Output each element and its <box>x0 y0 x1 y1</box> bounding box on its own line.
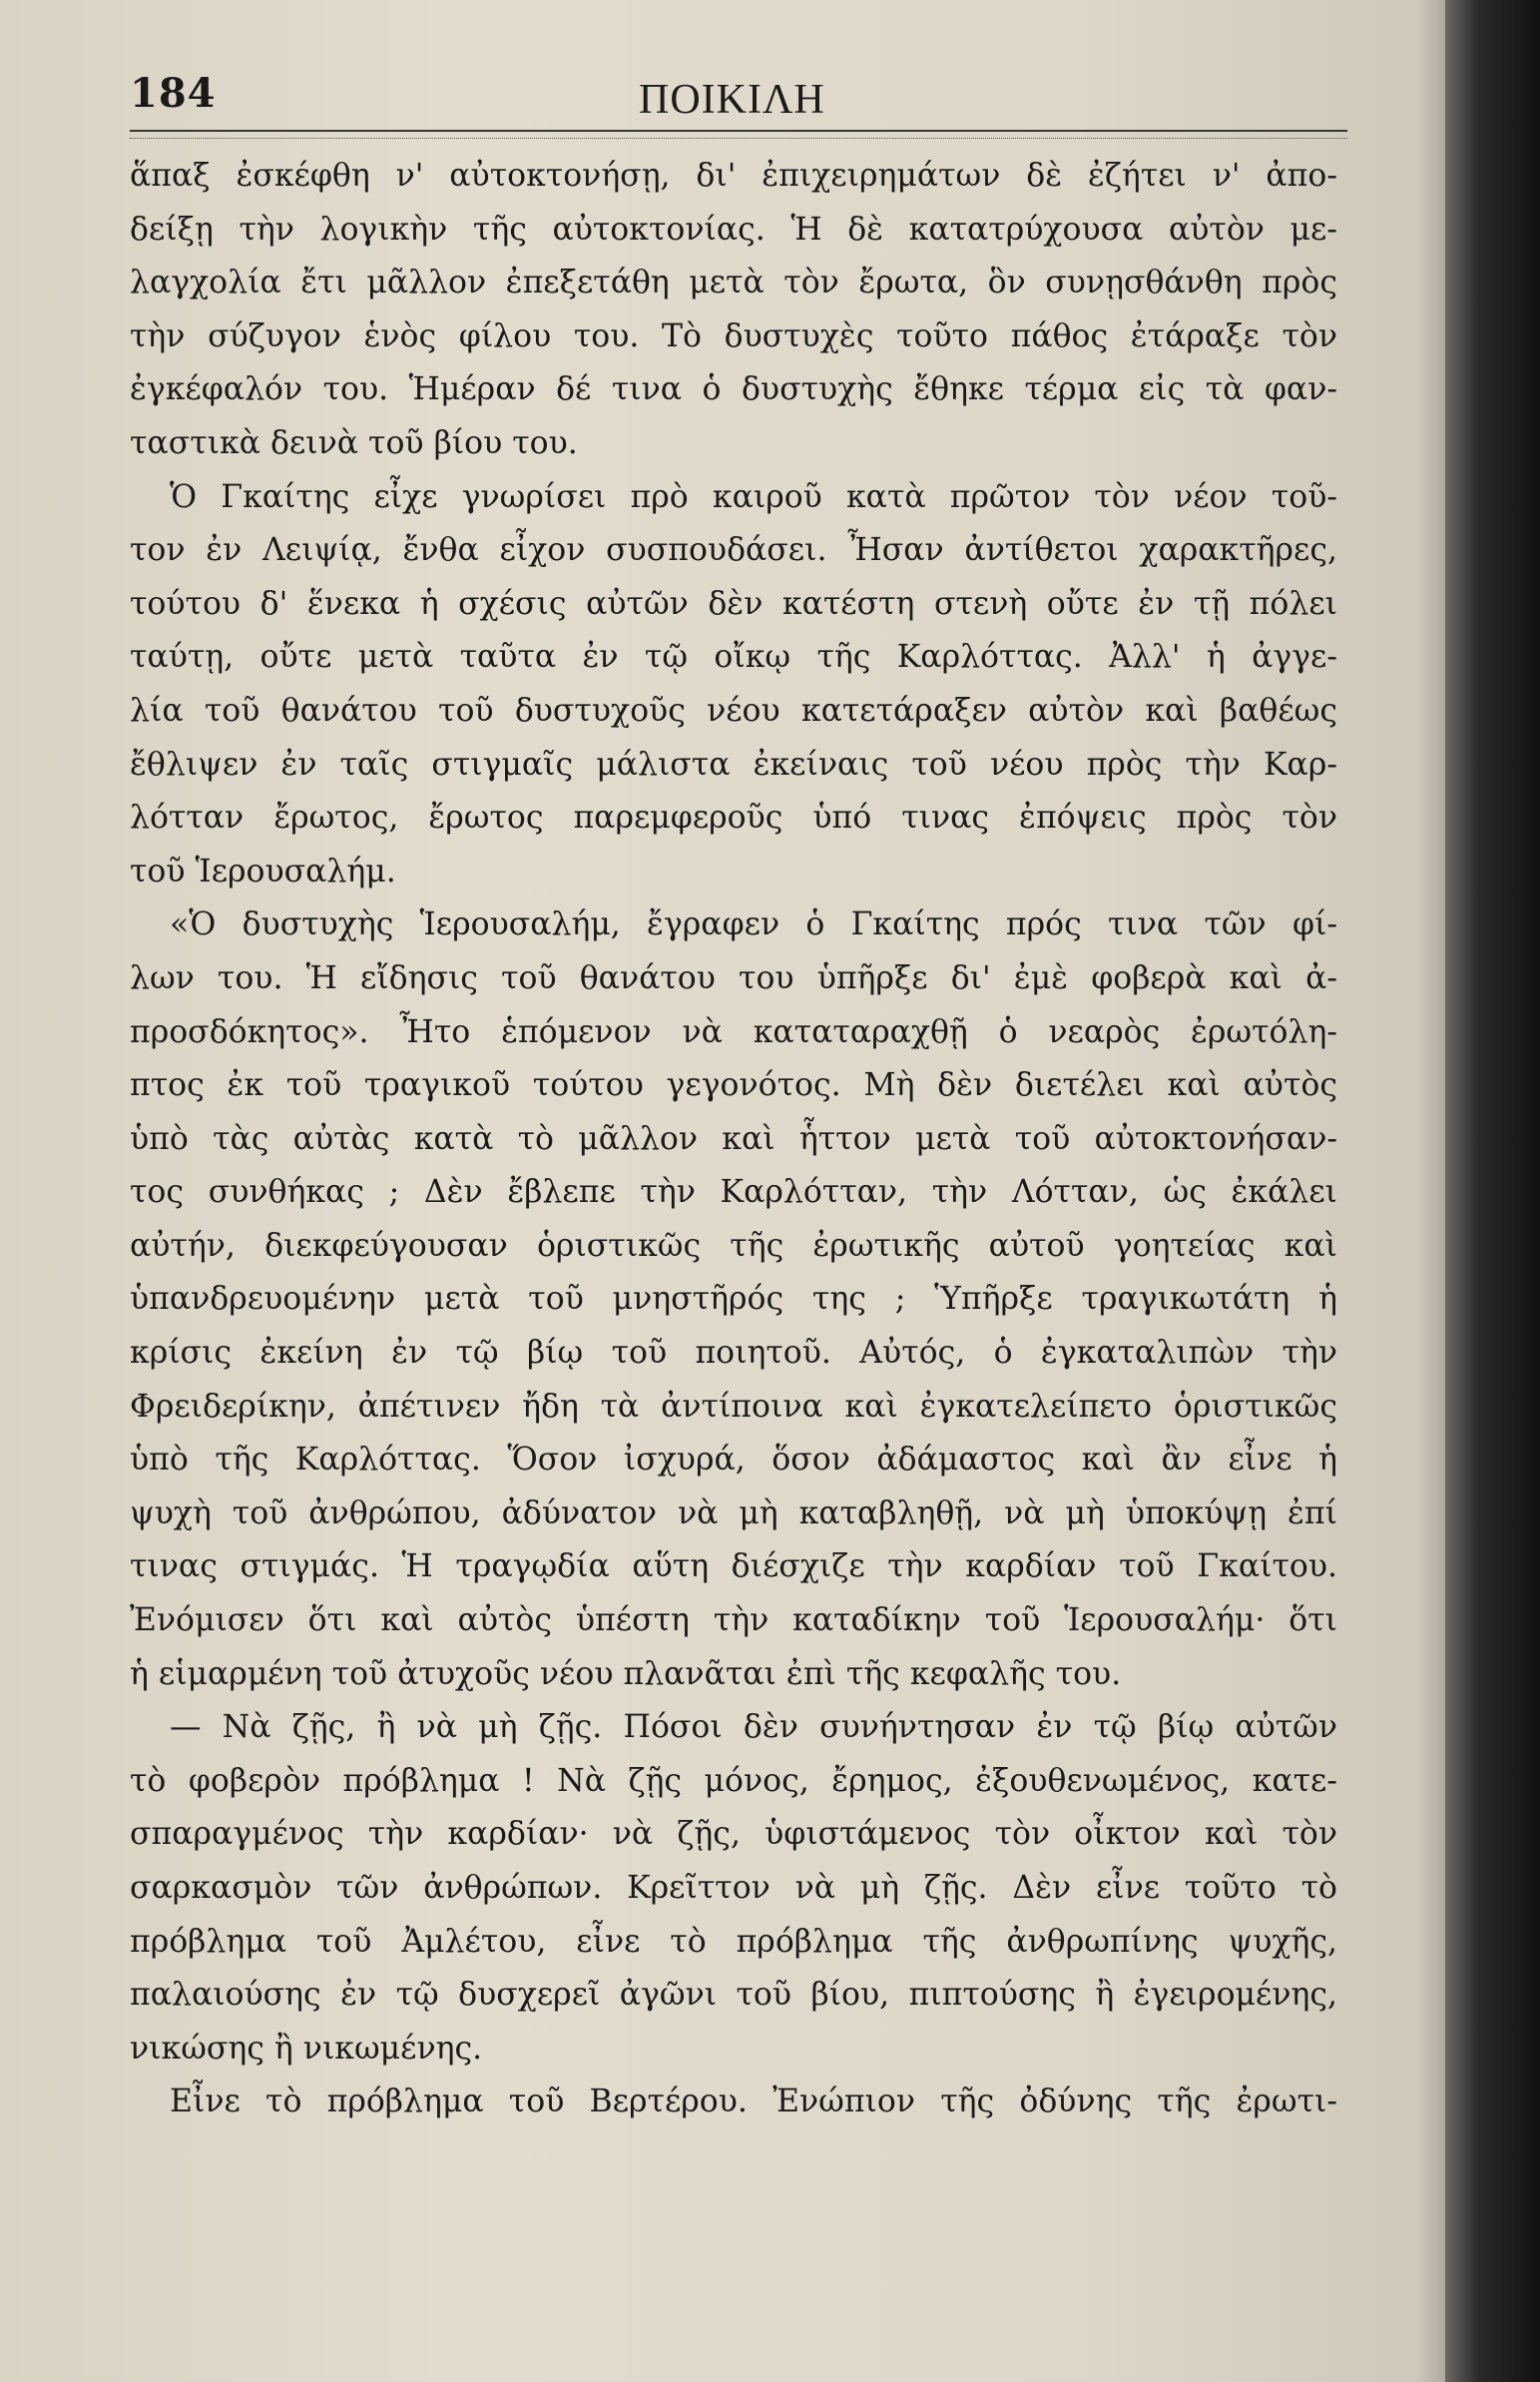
book-page <box>100 60 1352 2356</box>
text-line: τὸ φοβερὸν πρόβλημα ! Νὰ ζῇς μόνος, ἔρημος, ἐξουθενωμένος, κατε- <box>130 1762 1337 1799</box>
text-line: τοῦ Ἱερουσαλήμ. <box>130 853 396 890</box>
text-line: τὴν σύζυγον ἑνὸς φίλου του. Τὸ δυστυχὲς τοῦτο πάθος ἐτάραξε τὸν <box>130 317 1337 354</box>
text-line: σαρκασμὸν τῶν ἀνθρώπων. Κρεῖττον νὰ μὴ ζῇς. Δὲν εἶνε τοῦτο τὸ <box>130 1870 1337 1906</box>
text-line: — Νὰ ζῇς, ἢ νὰ μὴ ζῇς. Πόσοι δὲν συνήντησαν ἐν τῷ βίῳ αὐτῶν <box>170 1709 1337 1746</box>
text-line: τούτου δ' ἕνεκα ἡ σχέσις αὐτῶν δὲν κατέστη στενὴ οὔτε ἐν τῇ πόλει <box>130 585 1337 622</box>
text-line: ψυχὴ τοῦ ἀνθρώπου, ἀδύνατον νὰ μὴ καταβληθῇ, νὰ μὴ ὑποκύψῃ ἐπί <box>130 1494 1337 1531</box>
text-line: κρίσις ἐκείνη ἐν τῷ βίῳ τοῦ ποιητοῦ. Αὐτός, ὁ ἐγκαταλιπὼν τὴν <box>130 1335 1337 1372</box>
text-line: λων του. Ἡ εἴδησις τοῦ θανάτου του ὑπῆρξε δι' ἐμὲ φοβερὰ καὶ ἀ- <box>130 959 1337 996</box>
header-rule <box>130 130 1347 139</box>
text-line: τος συνθήκας ; Δὲν ἔβλεπε τὴν Καρλότταν, τὴν Λότταν, ὡς ἐκάλει <box>130 1174 1337 1211</box>
text-line: Ἐνόμισεν ὅτι καὶ αὐτὸς ὑπέστη τὴν καταδίκην τοῦ Ἱερουσαλήμ· ὅτι <box>130 1602 1337 1639</box>
text-line: πρόβλημα τοῦ Ἀμλέτου, εἶνε τὸ πρόβλημα τῆς ἀνθρωπίνης ψυχῆς, <box>130 1923 1337 1960</box>
text-line: ἅπαξ ἐσκέφθη ν' αὐτοκτονήσῃ, δι' ἐπιχειρημάτων δὲ ἐζήτει ν' ἀπο- <box>130 158 1337 194</box>
page-number: 184 <box>130 70 217 117</box>
text-line: νικώσης ἢ νικωμένης. <box>130 2030 483 2067</box>
text-line: λία τοῦ θανάτου τοῦ δυστυχοῦς νέου κατετάραξεν αὐτὸν καὶ βαθέως <box>130 692 1337 729</box>
text-line: παλαιούσης ἐν τῷ δυσχερεῖ ἀγῶνι τοῦ βίου, πιπτούσης ἢ ἐγειρομένης, <box>130 1977 1337 2014</box>
text-line: προσδόκητος». Ἦτο ἑπόμενον νὰ καταταραχθῇ ὁ νεαρὸς ἐρωτόλη- <box>130 1013 1337 1050</box>
page-header <box>100 60 1352 140</box>
text-line: «Ὁ δυστυχὴς Ἱερουσαλήμ, ἔγραφεν ὁ Γκαίτης πρός τινα τῶν φί- <box>170 906 1337 943</box>
text-line: λότταν ἔρωτος, ἔρωτος παρεμφεροῦς ὑπό τινας ἐπόψεις πρὸς τὸν <box>130 800 1337 837</box>
book-spine-shadow <box>1445 0 1540 2382</box>
running-title: ΠΟΙΚΙΛΗ <box>639 77 825 123</box>
text-line: Φρειδερίκην, ἀπέτινεν ἤδη τὰ ἀντίποινα καὶ ἐγκατελείπετο ὁριστικῶς <box>130 1388 1337 1425</box>
text-line: ὑπὸ τῆς Καρλόττας. Ὅσον ἰσχυρά, ὅσον ἀδάμαστος καὶ ἂν εἶνε ἡ <box>130 1442 1337 1479</box>
body-text <box>130 150 1337 2129</box>
text-line: πτος ἐκ τοῦ τραγικοῦ τούτου γεγονότος. Μὴ δὲν διετέλει καὶ αὐτὸς <box>130 1067 1337 1104</box>
text-line: Ὁ Γκαίτης εἶχε γνωρίσει πρὸ καιροῦ κατὰ πρῶτον τὸν νέον τοῦ- <box>170 478 1337 515</box>
text-line: ὑπὸ τὰς αὐτὰς κατὰ τὸ μᾶλλον καὶ ἧττον μετὰ τοῦ αὐτοκτονήσαν- <box>130 1120 1337 1157</box>
text-line: ἔθλιψεν ἐν ταῖς στιγμαῖς μάλιστα ἐκείναις τοῦ νέου πρὸς τὴν Καρ- <box>130 746 1337 783</box>
text-line: ὑπανδρευομένην μετὰ τοῦ μνηστῆρός της ; Ὑπῆρξε τραγικωτάτη ἡ <box>130 1281 1337 1318</box>
text-line: ἐγκέφαλόν του. Ἡμέραν δέ τινα ὁ δυστυχὴς ἔθηκε τέρμα εἰς τὰ φαν- <box>130 371 1337 408</box>
text-line: ταστικὰ δεινὰ τοῦ βίου του. <box>130 424 578 461</box>
text-line: σπαραγμένος τὴν καρδίαν· νὰ ζῇς, ὑφιστάμενος τὸν οἶκτον καὶ τὸν <box>130 1816 1337 1853</box>
text-line: αὐτήν, διεκφεύγουσαν ὁριστικῶς τῆς ἐρωτικῆς αὐτοῦ γοητείας καὶ <box>130 1227 1337 1264</box>
text-line: τον ἐν Λειψίᾳ, ἔνθα εἶχον συσπουδάσει. Ἦσαν ἀντίθετοι χαρακτῆρες, <box>130 532 1337 569</box>
text-line: ἡ εἱμαρμένη τοῦ ἀτυχοῦς νέου πλανᾶται ἐπὶ τῆς κεφαλῆς του. <box>130 1655 1122 1692</box>
text-line: δείξῃ τὴν λογικὴν τῆς αὐτοκτονίας. Ἡ δὲ κατατρύχουσα αὐτὸν με- <box>130 211 1337 248</box>
text-line: ταύτῃ, οὔτε μετὰ ταῦτα ἐν τῷ οἴκῳ τῆς Καρλόττας. Ἀλλ' ἡ ἀγγε- <box>130 639 1337 676</box>
text-line: Εἶνε τὸ πρόβλημα τοῦ Βερτέρου. Ἐνώπιον τῆς ὀδύνης τῆς ἐρωτι- <box>170 2084 1337 2120</box>
text-line: λαγχολία ἔτι μᾶλλον ἐπεξετάθη μετὰ τὸν ἔρωτα, ὃν συνῃσθάνθη πρὸς <box>130 265 1337 301</box>
text-line: τινας στιγμάς. Ἡ τραγῳδία αὕτη διέσχιζε τὴν καρδίαν τοῦ Γκαίτου. <box>130 1548 1337 1585</box>
